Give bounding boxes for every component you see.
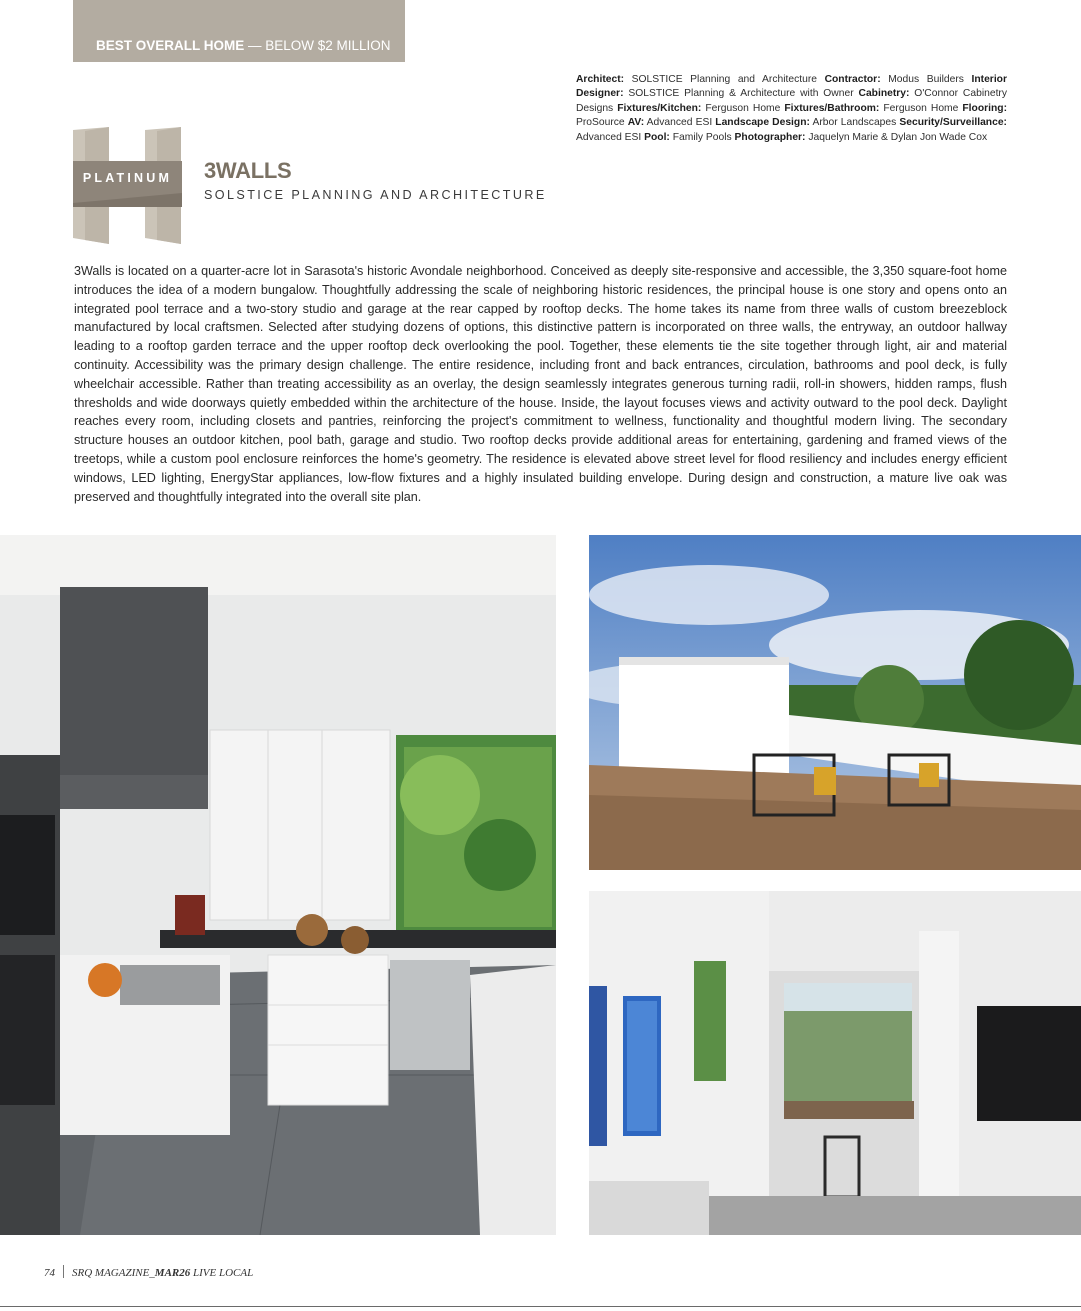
award-h-logo: [73, 127, 182, 244]
h-letter-icon: [73, 127, 182, 244]
credit-value: SOLSTICE Planning & Architecture with Owner: [623, 88, 859, 100]
page-footer: [44, 1265, 253, 1279]
credit-label: AV:: [627, 117, 645, 129]
credit-value: Modus Builders: [880, 74, 972, 85]
credit-label: Fixtures/Kitchen:: [617, 102, 702, 114]
banner-rest: — BELOW $2 MILLION: [244, 38, 391, 53]
rooftop-deck-photo: [589, 535, 1081, 870]
project-title: 3WALLS: [204, 158, 292, 183]
footer-divider: [63, 1265, 64, 1278]
credit-value: Jaquelyn Marie & Dylan Jon Wade Cox: [805, 131, 988, 143]
credit-value: Ferguson Home: [879, 102, 963, 114]
credit-label: Interior Designer:: [576, 74, 1007, 100]
credit-value: ProSource: [576, 117, 628, 129]
section-banner: [73, 0, 405, 62]
credit-value: Arbor Landscapes: [809, 117, 900, 129]
credit-value: O'Connor Cabinetry Designs: [576, 88, 1008, 114]
section-label: LIVE LOCAL: [190, 1267, 254, 1279]
credit-value: Advanced ESI: [576, 131, 645, 143]
credit-label: Flooring:: [962, 102, 1007, 114]
credit-label: Architect:: [576, 74, 625, 85]
issue-label: MAR26: [154, 1267, 191, 1279]
credit-label: Fixtures/Bathroom:: [784, 102, 880, 114]
credit-label: Photographer:: [734, 131, 806, 143]
credit-value: SOLSTICE Planning and Architecture: [624, 74, 825, 85]
credit-label: Security/Surveillance:: [899, 117, 1007, 129]
banner-bold: BEST OVERALL HOME: [96, 38, 245, 53]
award-level: PLATINUM: [82, 171, 173, 185]
magazine-name: SRQ MAGAZINE_: [72, 1267, 155, 1279]
credit-value: Family Pools: [669, 131, 735, 143]
bottom-rule: [0, 1306, 1081, 1307]
credit-label: Cabinetry:: [858, 88, 910, 100]
page-number: 74: [44, 1267, 55, 1279]
project-credits: [576, 73, 1007, 145]
credit-label: Pool:: [644, 131, 670, 143]
study-nook-photo: [589, 891, 1081, 1235]
kitchen-photo: [0, 535, 556, 1235]
article-body: 3Walls is located on a quarter-acre lot in Sarasota's historic Avondale neighborhood. Conceived as deeply site-responsive and accessible, the 3,350 square-foot home introduces the idea of a modern bungalow. Thoughtfully addressing the scale of neighboring historic residences, the principal house is one story and opens onto an integrated pool terrace and a two-story studio and garage at the rear capped by rooftop decks. The home takes its name from three walls of custom breezeblock manufactured by local craftsmen. Selected after studying dozens of options, this distinctive pattern is incorporated on three walls, the entryway, an outdoor hallway leading to a rooftop garden terrace and the upper rooftop deck overlooking the pool. Together, these elements tie the site together through light, air and material continuity. Accessibility was the primary design challenge. The entire residence, including front and back entrances, circulation, bathrooms and pool deck, is fully wheelchair accessible. Rather than treating accessibility as an overlay, the design seamlessly integrates generous turning radii, roll-in showers, hidden ramps, flush thresholds and wide doorways quietly embedded within the architecture of the house. Inside, the layout focuses views and activity outward to the pool deck. Daylight reaches every room, including closets and pantries, reinforcing the project's commitment to wellness, functionality and thoughtful modern living. The secondary structure houses an outdoor kitchen, pool bath, garage and studio. Two rooftop decks provide additional areas for entertaining, gardening and framed views of the treetops, while a custom pool enclosure reinforces the home's geometry. The residence is elevated above street level for flood resiliency and includes energy efficient windows, LED lighting, EnergyStar appliances, low-flow fixtures and a highly insulated building envelope. During design and construction, a mature live oak was preserved and thoughtfully integrated into the overall site plan.: [74, 264, 1007, 504]
project-firm: SOLSTICE PLANNING AND ARCHITECTURE: [204, 188, 547, 202]
credit-value: Advanced ESI: [644, 117, 716, 129]
credit-value: Ferguson Home: [701, 102, 785, 114]
banner-text: [96, 38, 391, 53]
credit-label: Contractor:: [824, 74, 881, 85]
credit-label: Landscape Design:: [715, 117, 810, 129]
